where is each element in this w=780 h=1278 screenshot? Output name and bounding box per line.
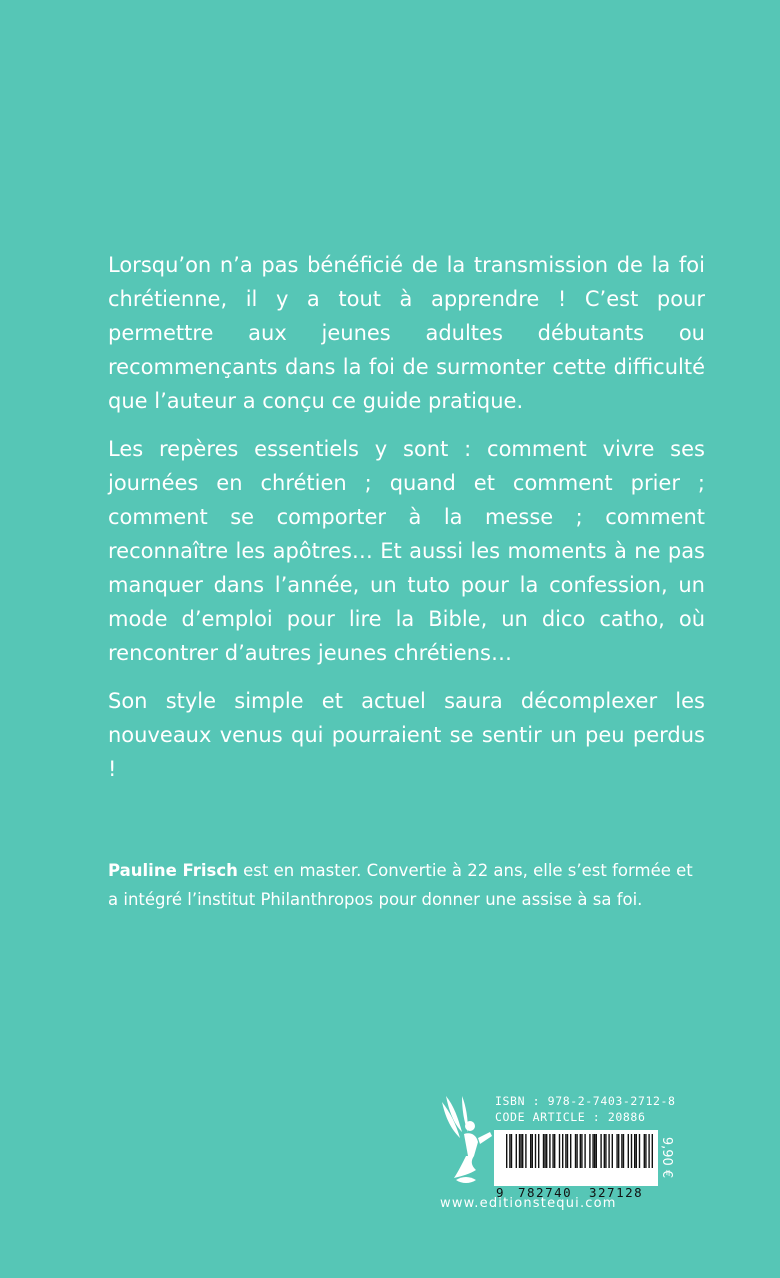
author-bio bbox=[108, 856, 708, 914]
price bbox=[659, 1128, 680, 1188]
barcode-bars bbox=[494, 1130, 658, 1172]
isbn-number: ISBN : 978-2-7403-2712-8 bbox=[495, 1094, 676, 1108]
publisher-website: www.editionstequi.com bbox=[440, 1196, 617, 1211]
author-bio-text: est en master. Convertie à 22 ans, elle s’est formée et a intégré l’institut Philanthropos pour donner une assise à sa foi. bbox=[108, 861, 693, 909]
price-text: 9,90 € bbox=[659, 1136, 675, 1179]
angel-logo-icon bbox=[440, 1092, 494, 1187]
author-name: Pauline Frisch bbox=[108, 861, 238, 880]
barcode-digit-first: 9 bbox=[496, 1185, 504, 1200]
blurb-paragraph-3: Son style simple et actuel saura décomplexer les nouveaux venus qui pourraient se sentir un peu perdus ! bbox=[108, 689, 705, 781]
barcode-digits-left: 782740 bbox=[518, 1185, 573, 1200]
article-code: CODE ARTICLE : 20886 bbox=[495, 1110, 646, 1124]
blurb-text bbox=[108, 248, 705, 800]
blurb-paragraph-1: Lorsqu’on n’a pas bénéficié de la transmission de la foi chrétienne, il y a tout à apprendre ! C’est pour permettre aux jeunes adultes débutants ou recommençants dans la foi de surmonter cette difficulté que l’auteur a conçu ce guide pratique. bbox=[108, 253, 705, 413]
isbn-block bbox=[440, 1092, 690, 1222]
blurb-paragraph-2: Les repères essentiels y sont : comment vivre ses journées en chrétien ; quand et comment prier ; comment se comporter à la messe ; comment reconnaître les apôtres… Et aussi les moments à ne pas manquer dans l’année, un tuto pour la confession, un mode d’emploi pour lire la Bible, un dico catho, où rencontrer d’autres jeunes chrétiens… bbox=[108, 437, 705, 665]
barcode bbox=[494, 1130, 658, 1200]
barcode-digits-right: 327128 bbox=[589, 1185, 644, 1200]
